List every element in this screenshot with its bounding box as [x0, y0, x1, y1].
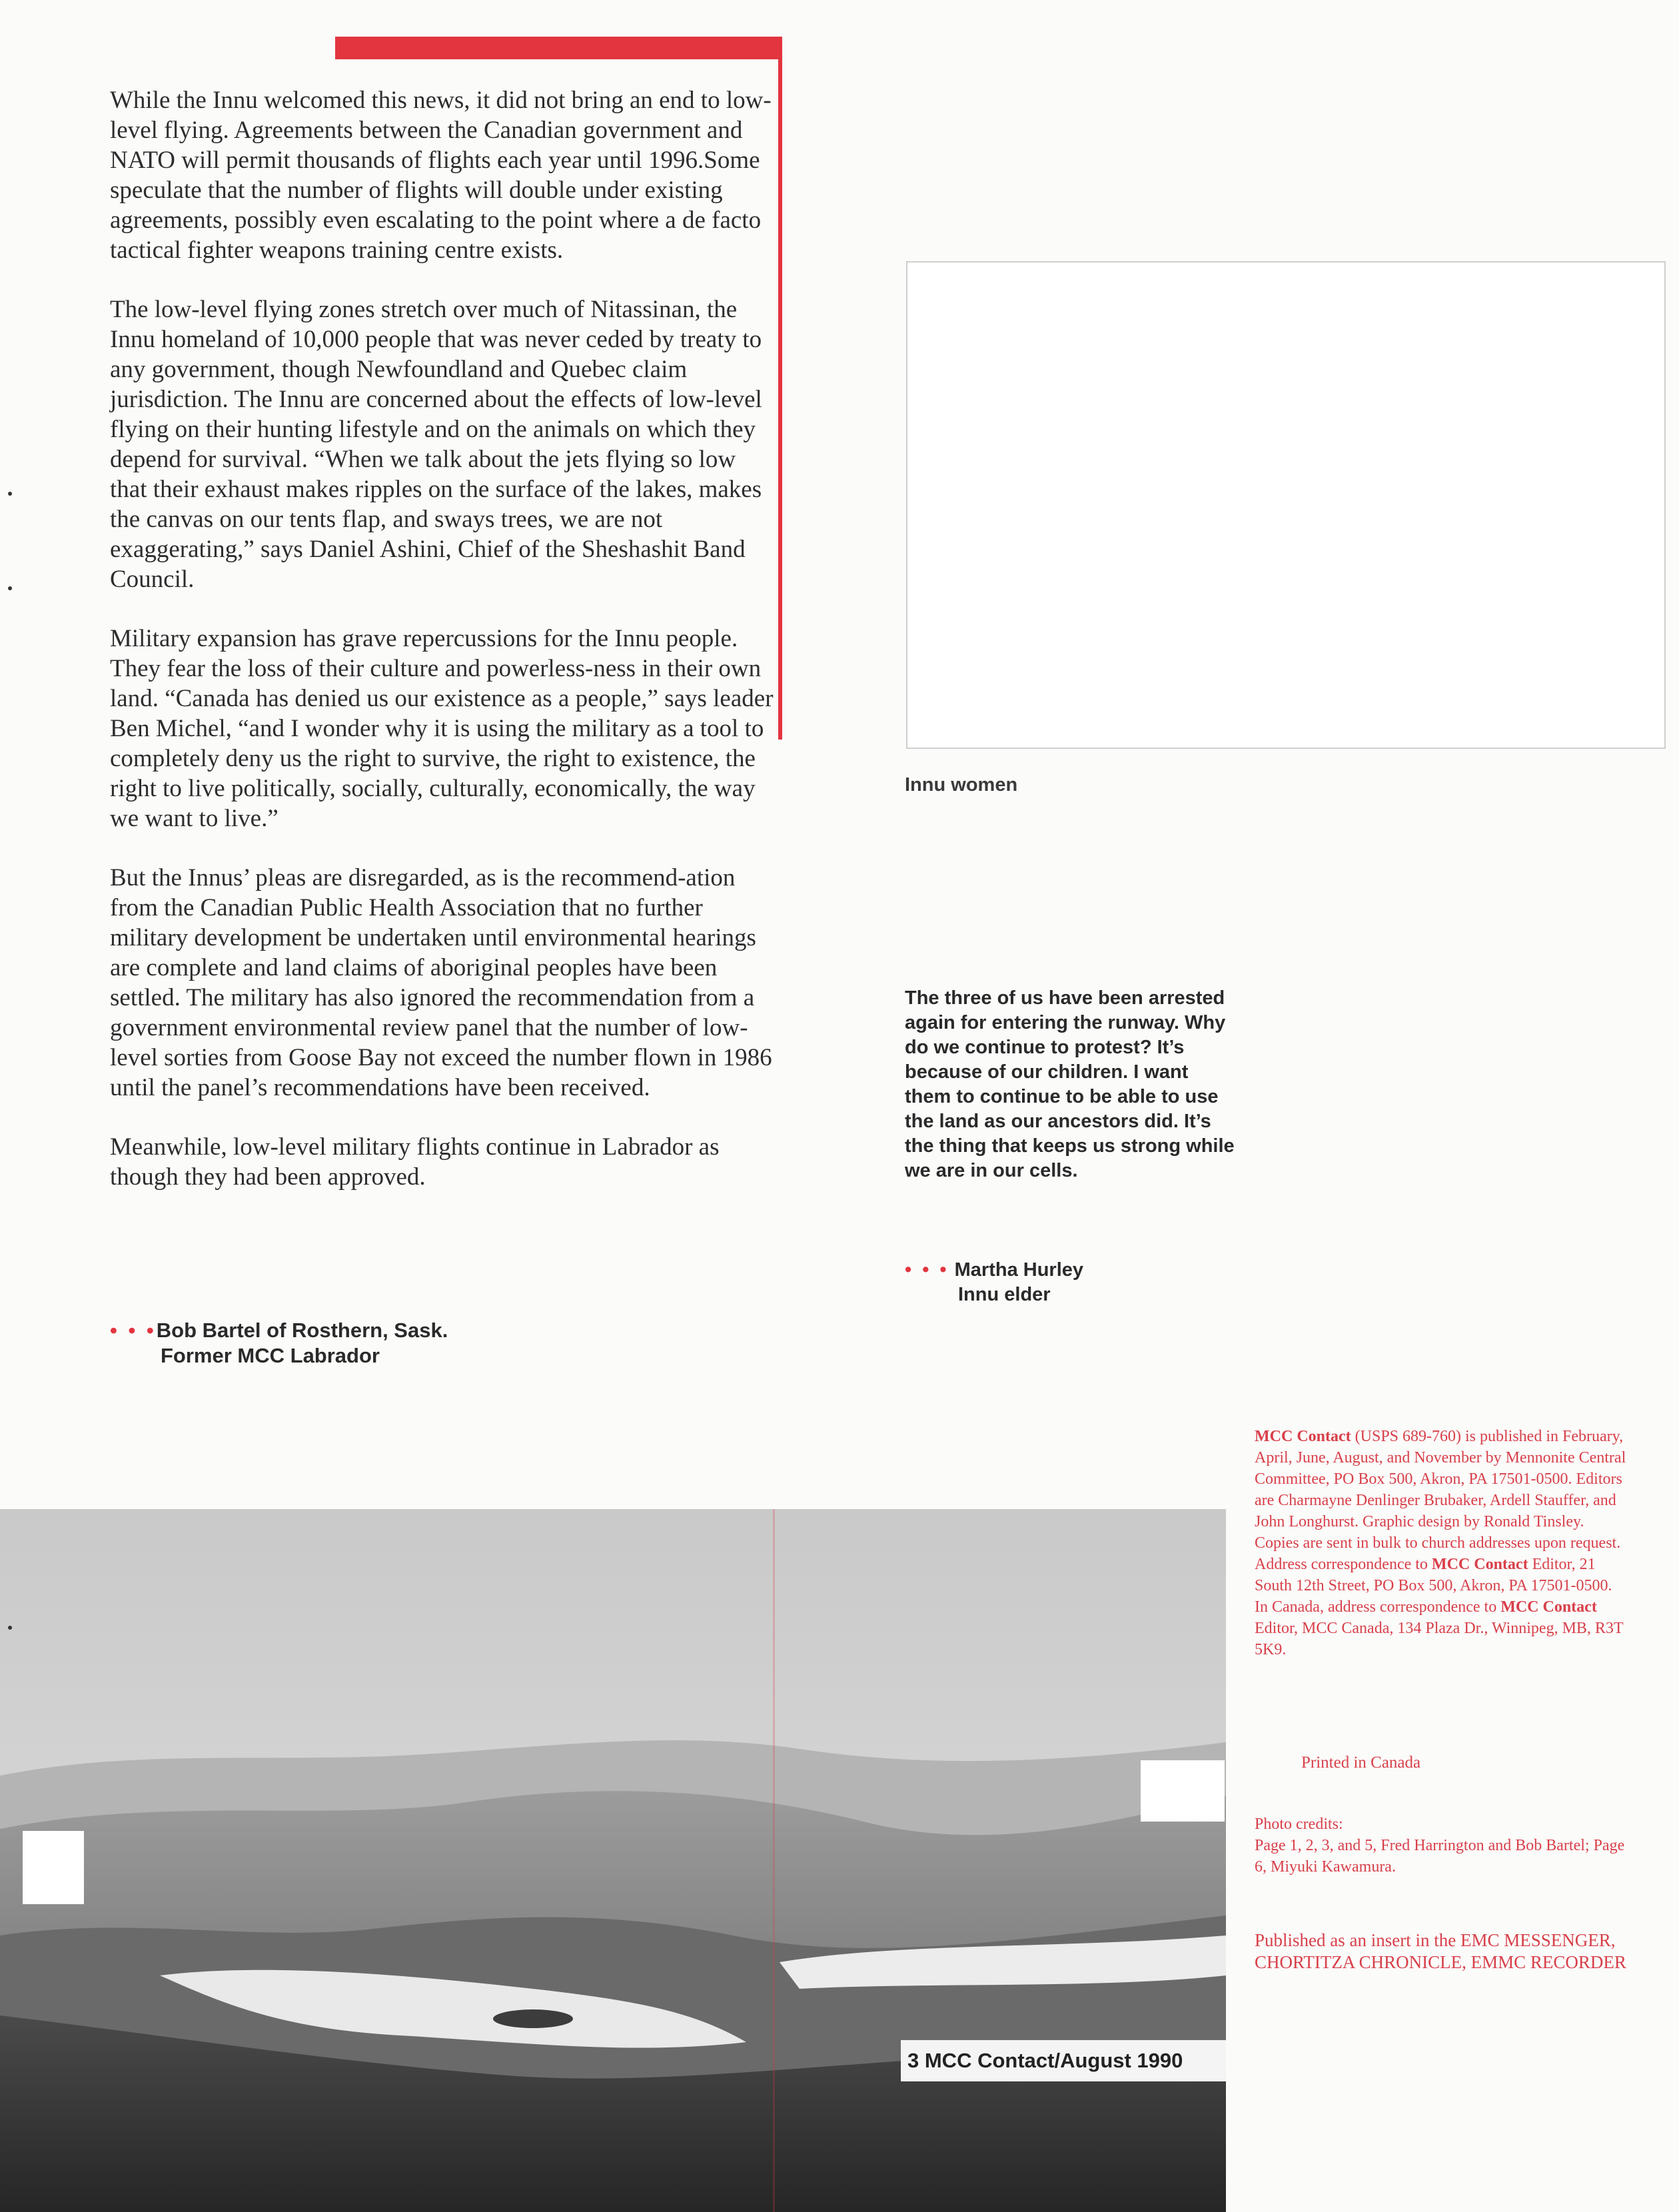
red-rule-side [778, 37, 782, 740]
article-body [110, 85, 776, 1221]
margin-mark [8, 1626, 12, 1630]
credits-text: Page 1, 2, 3, and 5, Fred Harrington and Bob Bartel; Page 6, Miyuki Kawamura. [1255, 1837, 1625, 1876]
photo-placeholder [906, 261, 1666, 749]
masthead-info [1255, 1426, 1628, 1660]
quote-name: Martha Hurley [954, 1259, 1084, 1281]
landscape-photo [0, 1509, 1226, 2212]
margin-mark [8, 586, 12, 590]
insert-note: Published as an insert in the EMC MESSENGER, CHORTITZA CHRONICLE, EMMC RECORDER [1255, 1930, 1626, 1972]
white-patch [23, 1831, 84, 1904]
bullet-dots-icon: • • • [905, 1259, 949, 1281]
masthead-text: (USPS 689-760) is published in February, April, June, August, and November by Mennonite Central Committee, PO Box 500, Akron, PA 17501-0500. Editors are Charmayne Denlinger Brubaker, Ardell Stauffer, and John Longhurst. Graphic design by Ronald Tinsley. Copies are sent in bulk to church addresses upon request. Address correspondence to [1255, 1428, 1626, 1573]
quote-attribution [905, 1258, 1238, 1307]
byline-role: Former MCC Labrador [161, 1344, 380, 1367]
page-footer-label: 3 MCC Contact/August 1990 [901, 2040, 1226, 2081]
byline [110, 1318, 576, 1369]
quote-role: Innu elder [958, 1284, 1051, 1305]
brand-name: MCC Contact [1500, 1598, 1597, 1616]
article-paragraph: While the Innu welcomed this news, it did not bring an end to low-level flying. Agreements between the Canadian government and NATO will permit thousands of flights each year until 1996.Some speculate that the number of flights will double under existing agreements, possibly even escalating to the point where a de facto tactical fighter weapons training centre exists. [110, 87, 772, 264]
article-paragraph: The low-level flying zones stretch over much of Nitassinan, the Innu homeland of 10,000 people that was never ceded by treaty to any government, though Newfoundland and Quebec claim jurisdiction. The Innu are concerned about the effects of low-level flying on their hunting lifestyle and on the animals on which they depend for survival. “When we talk about the jets flying so low that their exhaust makes ripples on the surface of the lakes, makes the canvas on our tents flap, and sways trees, we are not exaggerating,” says Daniel Ashini, Chief of the Sheshashit Band Council. [110, 296, 762, 593]
brand-name: MCC Contact [1431, 1556, 1528, 1573]
byline-name: Bob Bartel of Rosthern, Sask. [156, 1319, 448, 1342]
brand-name: MCC Contact [1255, 1428, 1351, 1445]
article-paragraph: Military expansion has grave repercussions for the Innu people. They fear the loss of their culture and powerless-ness in their own land. “Canada has denied us our existence as a people,” says leader Ben Michel, “and I wonder why it is using the military as a tool to completely deny us the right to survive, the right to existence, the right to live politically, socially, culturally, economically, the way we want to live.” [110, 625, 774, 832]
masthead-text: Editor, MCC Canada, 134 Plaza Dr., Winnipeg, MB, R3T 5K9. [1255, 1620, 1624, 1658]
article-paragraph: But the Innus’ pleas are disregarded, as is the recommend-ation from the Canadian Public Health Association that no further military development be undertaken until environmental hearings are complete and land claims of aboriginal peoples have been settled. The military has also ignored the recommendation from a government environmental review panel that the number of low-level sorties from Goose Bay not exceed the number flown in 1986 until the panel’s recommendations have been received. [110, 864, 772, 1101]
photo-credits [1255, 1814, 1628, 1878]
masthead-text: Editor, 21 South 12th Street, PO Box 500, Akron, PA 17501-0500. In Canada, address correspondence to [1255, 1556, 1612, 1616]
margin-mark [8, 492, 12, 496]
bullet-dots-icon: • • • [110, 1319, 157, 1342]
printed-in: Printed in Canada [1301, 1754, 1421, 1772]
photo-caption: Innu women [905, 774, 1018, 796]
credits-heading: Photo credits: [1255, 1816, 1343, 1833]
red-rule-top [335, 37, 782, 59]
pull-quote: The three of us have been arrested again for entering the runway. Why do we continue to protest? It’s because of our children. I want them to continue to be able to use the land as our ancestors did. It’s the thing that keeps us strong while we are in our cells. [905, 987, 1235, 1181]
article-paragraph: Meanwhile, low-level military flights continue in Labrador as though they had been approved. [110, 1133, 720, 1191]
white-patch [1141, 1760, 1225, 1822]
